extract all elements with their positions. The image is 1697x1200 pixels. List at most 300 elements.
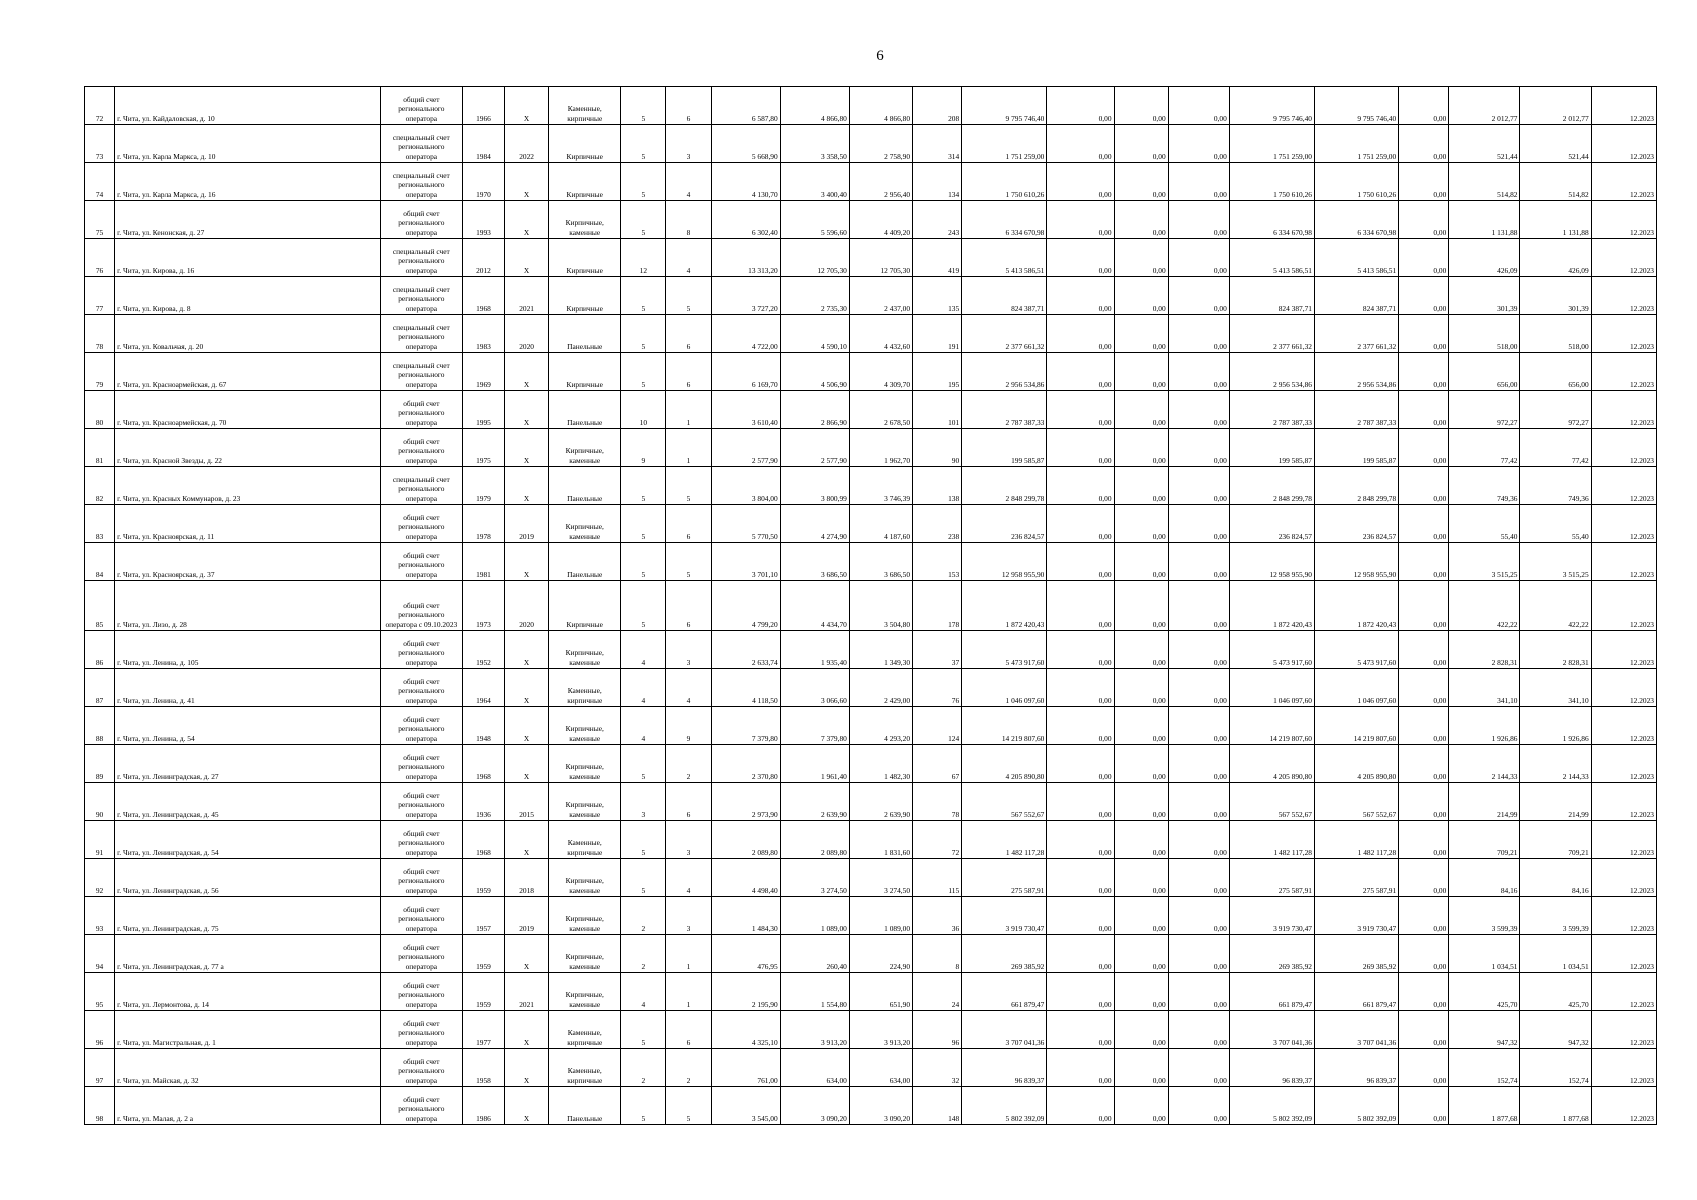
cell-owners-funds: 12 958 955,90 [1229, 543, 1314, 581]
cell-entrances: 9 [666, 707, 711, 745]
cell-floors: 2 [621, 1049, 666, 1087]
cell-total-area: 3 727,20 [711, 277, 780, 315]
cell-total-cost: 2 787 387,33 [962, 391, 1047, 429]
cell-fund-regional: 0,00 [1114, 973, 1168, 1011]
cell-wall-material: Кирпичные, каменные [549, 973, 621, 1011]
cell-entrances: 6 [666, 87, 711, 125]
cell-wall-material: Кирпичные [549, 163, 621, 201]
cell-residential-area: 4 506,90 [780, 353, 849, 391]
cell-unit-cost: 656,00 [1449, 353, 1520, 391]
cell-account-type: общий счет регионального оператора [380, 821, 462, 859]
cell-fund-regional: 0,00 [1114, 277, 1168, 315]
cell-total-area: 13 313,20 [711, 239, 780, 277]
cell-address: г. Чита, ул. Красных Коммунаров, д. 23 [115, 467, 381, 505]
cell-owners-funds: 199 585,87 [1229, 429, 1314, 467]
cell-other: 0,00 [1399, 201, 1449, 239]
cell-fund-federal: 0,00 [1047, 935, 1114, 973]
table-row [85, 239, 1657, 277]
cell-address: г. Чита, ул. Малая, д. 2 а [115, 1087, 381, 1125]
cell-entrances: 2 [666, 745, 711, 783]
cell-owners-funds: 661 879,47 [1229, 973, 1314, 1011]
cell-address: г. Чита, ул. Лизо, д. 28 [115, 581, 381, 631]
cell-wall-material: Каменные, кирпичные [549, 821, 621, 859]
cell-other: 0,00 [1399, 745, 1449, 783]
cell-overhaul-year: 2020 [505, 581, 549, 631]
cell-unit-cost: 301,39 [1449, 277, 1520, 315]
cell-total-cost: 275 587,91 [962, 859, 1047, 897]
cell-build-year: 1959 [462, 935, 504, 973]
cell-account-type: общий счет регионального оператора [380, 631, 462, 669]
cell-floors: 9 [621, 429, 666, 467]
cell-fund-local: 0,00 [1168, 1049, 1229, 1087]
cell-owned-area: 2 437,00 [849, 277, 912, 315]
cell-residents: 72 [913, 821, 962, 859]
cell-max-unit-cost: 1 034,51 [1520, 935, 1591, 973]
cell-address: г. Чита, ул. Ленина, д. 54 [115, 707, 381, 745]
table-row [85, 935, 1657, 973]
cell-wall-material: Кирпичные [549, 353, 621, 391]
cell-address: г. Чита, ул. Ленинградская, д. 56 [115, 859, 381, 897]
cell-fund-regional: 0,00 [1114, 315, 1168, 353]
cell-fund-federal: 0,00 [1047, 353, 1114, 391]
cell-wall-material: Кирпичные, каменные [549, 935, 621, 973]
cell-total-amount: 12 958 955,90 [1314, 543, 1398, 581]
cell-deadline: 12.2023 [1591, 745, 1656, 783]
cell-account-type: общий счет регионального оператора [380, 1087, 462, 1125]
cell-total-cost: 4 205 890,80 [962, 745, 1047, 783]
cell-overhaul-year: Х [505, 391, 549, 429]
cell-entrances: 4 [666, 239, 711, 277]
cell-max-unit-cost: 2 144,33 [1520, 745, 1591, 783]
cell-wall-material: Кирпичные, каменные [549, 429, 621, 467]
cell-fund-federal: 0,00 [1047, 1011, 1114, 1049]
cell-row-number: 85 [85, 581, 115, 631]
cell-deadline: 12.2023 [1591, 201, 1656, 239]
cell-total-cost: 824 387,71 [962, 277, 1047, 315]
cell-residents: 8 [913, 935, 962, 973]
cell-overhaul-year: Х [505, 821, 549, 859]
cell-residents: 90 [913, 429, 962, 467]
cell-owned-area: 3 686,50 [849, 543, 912, 581]
cell-residential-area: 3 274,50 [780, 859, 849, 897]
cell-floors: 5 [621, 163, 666, 201]
cell-max-unit-cost: 521,44 [1520, 125, 1591, 163]
cell-max-unit-cost: 301,39 [1520, 277, 1591, 315]
cell-max-unit-cost: 3 599,39 [1520, 897, 1591, 935]
cell-floors: 5 [621, 87, 666, 125]
cell-total-amount: 5 802 392,09 [1314, 1087, 1398, 1125]
cell-overhaul-year: 2018 [505, 859, 549, 897]
cell-fund-regional: 0,00 [1114, 935, 1168, 973]
cell-wall-material: Кирпичные, каменные [549, 745, 621, 783]
cell-build-year: 1959 [462, 973, 504, 1011]
cell-deadline: 12.2023 [1591, 353, 1656, 391]
cell-entrances: 3 [666, 821, 711, 859]
cell-residents: 96 [913, 1011, 962, 1049]
cell-total-amount: 2 377 661,32 [1314, 315, 1398, 353]
table-row [85, 505, 1657, 543]
cell-max-unit-cost: 77,42 [1520, 429, 1591, 467]
cell-account-type: общий счет регионального оператора [380, 429, 462, 467]
cell-total-area: 4 722,00 [711, 315, 780, 353]
cell-total-cost: 1 482 117,28 [962, 821, 1047, 859]
cell-total-amount: 1 750 610,26 [1314, 163, 1398, 201]
cell-fund-regional: 0,00 [1114, 669, 1168, 707]
cell-residential-area: 5 596,60 [780, 201, 849, 239]
cell-address: г. Чита, ул. Кирова, д. 16 [115, 239, 381, 277]
cell-max-unit-cost: 426,09 [1520, 239, 1591, 277]
cell-unit-cost: 1 877,68 [1449, 1087, 1520, 1125]
cell-fund-federal: 0,00 [1047, 581, 1114, 631]
cell-build-year: 1968 [462, 745, 504, 783]
cell-owners-funds: 5 473 917,60 [1229, 631, 1314, 669]
cell-wall-material: Кирпичные, каменные [549, 631, 621, 669]
table-row [85, 391, 1657, 429]
cell-wall-material: Панельные [549, 1087, 621, 1125]
cell-owners-funds: 1 046 097,60 [1229, 669, 1314, 707]
cell-owned-area: 2 678,50 [849, 391, 912, 429]
cell-entrances: 6 [666, 505, 711, 543]
cell-other: 0,00 [1399, 631, 1449, 669]
cell-overhaul-year: Х [505, 745, 549, 783]
cell-fund-regional: 0,00 [1114, 1011, 1168, 1049]
cell-floors: 5 [621, 581, 666, 631]
cell-fund-federal: 0,00 [1047, 467, 1114, 505]
cell-residents: 238 [913, 505, 962, 543]
cell-fund-regional: 0,00 [1114, 543, 1168, 581]
cell-total-area: 3 610,40 [711, 391, 780, 429]
cell-other: 0,00 [1399, 543, 1449, 581]
cell-residents: 243 [913, 201, 962, 239]
cell-total-amount: 1 751 259,00 [1314, 125, 1398, 163]
cell-account-type: общий счет регионального оператора [380, 897, 462, 935]
cell-floors: 5 [621, 353, 666, 391]
cell-total-amount: 2 787 387,33 [1314, 391, 1398, 429]
cell-address: г. Чита, ул. Ковальчая, д. 20 [115, 315, 381, 353]
cell-row-number: 95 [85, 973, 115, 1011]
cell-fund-federal: 0,00 [1047, 783, 1114, 821]
cell-address: г. Чита, ул. Красноярская, д. 11 [115, 505, 381, 543]
cell-deadline: 12.2023 [1591, 935, 1656, 973]
cell-fund-local: 0,00 [1168, 935, 1229, 973]
cell-residents: 314 [913, 125, 962, 163]
cell-residential-area: 2 089,80 [780, 821, 849, 859]
cell-deadline: 12.2023 [1591, 1087, 1656, 1125]
cell-residents: 178 [913, 581, 962, 631]
cell-total-area: 7 379,80 [711, 707, 780, 745]
cell-fund-regional: 0,00 [1114, 163, 1168, 201]
cell-total-amount: 14 219 807,60 [1314, 707, 1398, 745]
cell-other: 0,00 [1399, 897, 1449, 935]
cell-floors: 4 [621, 973, 666, 1011]
cell-account-type: общий счет регионального оператора [380, 935, 462, 973]
cell-unit-cost: 709,21 [1449, 821, 1520, 859]
cell-fund-federal: 0,00 [1047, 897, 1114, 935]
cell-wall-material: Каменные, кирпичные [549, 87, 621, 125]
cell-build-year: 1979 [462, 467, 504, 505]
cell-total-area: 4 118,50 [711, 669, 780, 707]
cell-unit-cost: 426,09 [1449, 239, 1520, 277]
cell-residents: 153 [913, 543, 962, 581]
cell-total-area: 4 325,10 [711, 1011, 780, 1049]
cell-deadline: 12.2023 [1591, 1011, 1656, 1049]
cell-residential-area: 3 400,40 [780, 163, 849, 201]
cell-overhaul-year: 2015 [505, 783, 549, 821]
cell-fund-local: 0,00 [1168, 277, 1229, 315]
table-row [85, 1049, 1657, 1087]
cell-other: 0,00 [1399, 277, 1449, 315]
cell-total-amount: 661 879,47 [1314, 973, 1398, 1011]
cell-entrances: 3 [666, 125, 711, 163]
cell-max-unit-cost: 2 012,77 [1520, 87, 1591, 125]
cell-fund-local: 0,00 [1168, 163, 1229, 201]
cell-fund-regional: 0,00 [1114, 239, 1168, 277]
cell-unit-cost: 214,99 [1449, 783, 1520, 821]
cell-floors: 5 [621, 505, 666, 543]
cell-deadline: 12.2023 [1591, 1049, 1656, 1087]
cell-max-unit-cost: 1 877,68 [1520, 1087, 1591, 1125]
cell-owned-area: 2 758,90 [849, 125, 912, 163]
cell-fund-federal: 0,00 [1047, 631, 1114, 669]
cell-residents: 124 [913, 707, 962, 745]
cell-wall-material: Каменные, кирпичные [549, 1049, 621, 1087]
cell-row-number: 79 [85, 353, 115, 391]
cell-account-type: общий счет регионального оператора [380, 669, 462, 707]
cell-max-unit-cost: 214,99 [1520, 783, 1591, 821]
cell-residential-area: 3 358,50 [780, 125, 849, 163]
cell-fund-federal: 0,00 [1047, 505, 1114, 543]
cell-fund-federal: 0,00 [1047, 543, 1114, 581]
cell-owners-funds: 275 587,91 [1229, 859, 1314, 897]
cell-overhaul-year: Х [505, 429, 549, 467]
cell-fund-federal: 0,00 [1047, 391, 1114, 429]
cell-unit-cost: 152,74 [1449, 1049, 1520, 1087]
cell-deadline: 12.2023 [1591, 505, 1656, 543]
cell-total-cost: 661 879,47 [962, 973, 1047, 1011]
cell-fund-local: 0,00 [1168, 391, 1229, 429]
cell-deadline: 12.2023 [1591, 897, 1656, 935]
cell-wall-material: Кирпичные [549, 277, 621, 315]
cell-other: 0,00 [1399, 125, 1449, 163]
cell-address: г. Чита, ул. Красноармейская, д. 70 [115, 391, 381, 429]
cell-other: 0,00 [1399, 707, 1449, 745]
table-row [85, 1011, 1657, 1049]
cell-residents: 208 [913, 87, 962, 125]
cell-row-number: 78 [85, 315, 115, 353]
cell-floors: 5 [621, 1087, 666, 1125]
cell-build-year: 1973 [462, 581, 504, 631]
cell-total-cost: 5 413 586,51 [962, 239, 1047, 277]
cell-unit-cost: 422,22 [1449, 581, 1520, 631]
cell-total-cost: 199 585,87 [962, 429, 1047, 467]
cell-entrances: 6 [666, 1011, 711, 1049]
cell-other: 0,00 [1399, 1049, 1449, 1087]
cell-total-amount: 269 385,92 [1314, 935, 1398, 973]
cell-build-year: 1995 [462, 391, 504, 429]
cell-wall-material: Панельные [549, 391, 621, 429]
cell-deadline: 12.2023 [1591, 467, 1656, 505]
cell-account-type: общий счет регионального оператора [380, 1011, 462, 1049]
cell-address: г. Чита, ул. Кенонская, д. 27 [115, 201, 381, 239]
cell-row-number: 98 [85, 1087, 115, 1125]
cell-residents: 36 [913, 897, 962, 935]
cell-residential-area: 3 800,99 [780, 467, 849, 505]
cell-floors: 4 [621, 707, 666, 745]
table-row [85, 429, 1657, 467]
cell-overhaul-year: Х [505, 353, 549, 391]
cell-unit-cost: 749,36 [1449, 467, 1520, 505]
cell-overhaul-year: Х [505, 1049, 549, 1087]
cell-row-number: 87 [85, 669, 115, 707]
cell-unit-cost: 2 012,77 [1449, 87, 1520, 125]
cell-owned-area: 3 274,50 [849, 859, 912, 897]
cell-other: 0,00 [1399, 669, 1449, 707]
cell-unit-cost: 972,27 [1449, 391, 1520, 429]
cell-floors: 5 [621, 277, 666, 315]
cell-overhaul-year: Х [505, 935, 549, 973]
cell-build-year: 1993 [462, 201, 504, 239]
cell-residential-area: 1 089,00 [780, 897, 849, 935]
cell-address: г. Чита, ул. Красной Звезды, д. 22 [115, 429, 381, 467]
cell-residents: 78 [913, 783, 962, 821]
cell-build-year: 1966 [462, 87, 504, 125]
cell-fund-regional: 0,00 [1114, 505, 1168, 543]
cell-fund-local: 0,00 [1168, 783, 1229, 821]
cell-total-amount: 9 795 746,40 [1314, 87, 1398, 125]
cell-fund-regional: 0,00 [1114, 201, 1168, 239]
cell-max-unit-cost: 3 515,25 [1520, 543, 1591, 581]
cell-fund-local: 0,00 [1168, 239, 1229, 277]
cell-overhaul-year: Х [505, 1087, 549, 1125]
cell-entrances: 6 [666, 353, 711, 391]
cell-overhaul-year: 2020 [505, 315, 549, 353]
cell-owned-area: 1 831,60 [849, 821, 912, 859]
cell-total-area: 2 195,90 [711, 973, 780, 1011]
cell-owners-funds: 3 919 730,47 [1229, 897, 1314, 935]
cell-owned-area: 3 913,20 [849, 1011, 912, 1049]
cell-fund-regional: 0,00 [1114, 1087, 1168, 1125]
cell-row-number: 74 [85, 163, 115, 201]
cell-unit-cost: 514,82 [1449, 163, 1520, 201]
cell-total-amount: 6 334 670,98 [1314, 201, 1398, 239]
cell-floors: 5 [621, 1011, 666, 1049]
cell-owners-funds: 2 377 661,32 [1229, 315, 1314, 353]
cell-address: г. Чита, ул. Магистральная, д. 1 [115, 1011, 381, 1049]
cell-max-unit-cost: 656,00 [1520, 353, 1591, 391]
cell-address: г. Чита, ул. Ленинградская, д. 45 [115, 783, 381, 821]
cell-other: 0,00 [1399, 353, 1449, 391]
cell-owned-area: 2 639,90 [849, 783, 912, 821]
cell-total-cost: 12 958 955,90 [962, 543, 1047, 581]
cell-entrances: 6 [666, 581, 711, 631]
cell-fund-local: 0,00 [1168, 973, 1229, 1011]
cell-wall-material: Панельные [549, 467, 621, 505]
table-row [85, 973, 1657, 1011]
cell-owners-funds: 96 839,37 [1229, 1049, 1314, 1087]
cell-row-number: 77 [85, 277, 115, 315]
cell-owners-funds: 2 848 299,78 [1229, 467, 1314, 505]
cell-floors: 4 [621, 631, 666, 669]
cell-total-area: 2 370,80 [711, 745, 780, 783]
cell-row-number: 81 [85, 429, 115, 467]
cell-residential-area: 4 590,10 [780, 315, 849, 353]
cell-entrances: 4 [666, 163, 711, 201]
cell-unit-cost: 77,42 [1449, 429, 1520, 467]
cell-fund-regional: 0,00 [1114, 821, 1168, 859]
cell-other: 0,00 [1399, 391, 1449, 429]
cell-fund-regional: 0,00 [1114, 87, 1168, 125]
cell-total-cost: 3 919 730,47 [962, 897, 1047, 935]
cell-max-unit-cost: 518,00 [1520, 315, 1591, 353]
cell-entrances: 2 [666, 1049, 711, 1087]
cell-overhaul-year: Х [505, 239, 549, 277]
table-row [85, 897, 1657, 935]
cell-max-unit-cost: 514,82 [1520, 163, 1591, 201]
cell-max-unit-cost: 1 131,88 [1520, 201, 1591, 239]
cell-fund-local: 0,00 [1168, 707, 1229, 745]
cell-residential-area: 1 961,40 [780, 745, 849, 783]
cell-owners-funds: 2 787 387,33 [1229, 391, 1314, 429]
cell-address: г. Чита, ул. Ленинградская, д. 75 [115, 897, 381, 935]
cell-owned-area: 4 432,60 [849, 315, 912, 353]
cell-address: г. Чита, ул. Ленина, д. 105 [115, 631, 381, 669]
cell-total-amount: 4 205 890,80 [1314, 745, 1398, 783]
cell-other: 0,00 [1399, 467, 1449, 505]
cell-total-cost: 2 956 534,86 [962, 353, 1047, 391]
cell-row-number: 97 [85, 1049, 115, 1087]
cell-address: г. Чита, ул. Ленинградская, д. 54 [115, 821, 381, 859]
cell-row-number: 90 [85, 783, 115, 821]
table-row [85, 1087, 1657, 1125]
cell-fund-regional: 0,00 [1114, 1049, 1168, 1087]
cell-total-area: 4 799,20 [711, 581, 780, 631]
cell-build-year: 1936 [462, 783, 504, 821]
cell-unit-cost: 1 034,51 [1449, 935, 1520, 973]
cell-fund-federal: 0,00 [1047, 1087, 1114, 1125]
cell-owned-area: 1 482,30 [849, 745, 912, 783]
cell-owned-area: 4 187,60 [849, 505, 912, 543]
cell-floors: 5 [621, 859, 666, 897]
cell-total-cost: 1 751 259,00 [962, 125, 1047, 163]
table-row [85, 201, 1657, 239]
cell-max-unit-cost: 749,36 [1520, 467, 1591, 505]
cell-wall-material: Каменные, кирпичные [549, 1011, 621, 1049]
cell-fund-federal: 0,00 [1047, 821, 1114, 859]
cell-overhaul-year: 2021 [505, 973, 549, 1011]
cell-row-number: 93 [85, 897, 115, 935]
cell-total-area: 2 089,80 [711, 821, 780, 859]
cell-owners-funds: 824 387,71 [1229, 277, 1314, 315]
cell-fund-local: 0,00 [1168, 125, 1229, 163]
cell-unit-cost: 1 131,88 [1449, 201, 1520, 239]
cell-owners-funds: 567 552,67 [1229, 783, 1314, 821]
cell-fund-federal: 0,00 [1047, 973, 1114, 1011]
cell-fund-federal: 0,00 [1047, 707, 1114, 745]
cell-wall-material: Панельные [549, 543, 621, 581]
cell-total-cost: 6 334 670,98 [962, 201, 1047, 239]
cell-floors: 5 [621, 201, 666, 239]
cell-total-area: 1 484,30 [711, 897, 780, 935]
table-row [85, 543, 1657, 581]
cell-address: г. Чита, ул. Карла Маркса, д. 16 [115, 163, 381, 201]
table-row [85, 467, 1657, 505]
cell-overhaul-year: Х [505, 543, 549, 581]
cell-total-amount: 2 956 534,86 [1314, 353, 1398, 391]
cell-address: г. Чита, ул. Карла Маркса, д. 10 [115, 125, 381, 163]
cell-residential-area: 3 066,60 [780, 669, 849, 707]
cell-owned-area: 2 956,40 [849, 163, 912, 201]
cell-residents: 191 [913, 315, 962, 353]
